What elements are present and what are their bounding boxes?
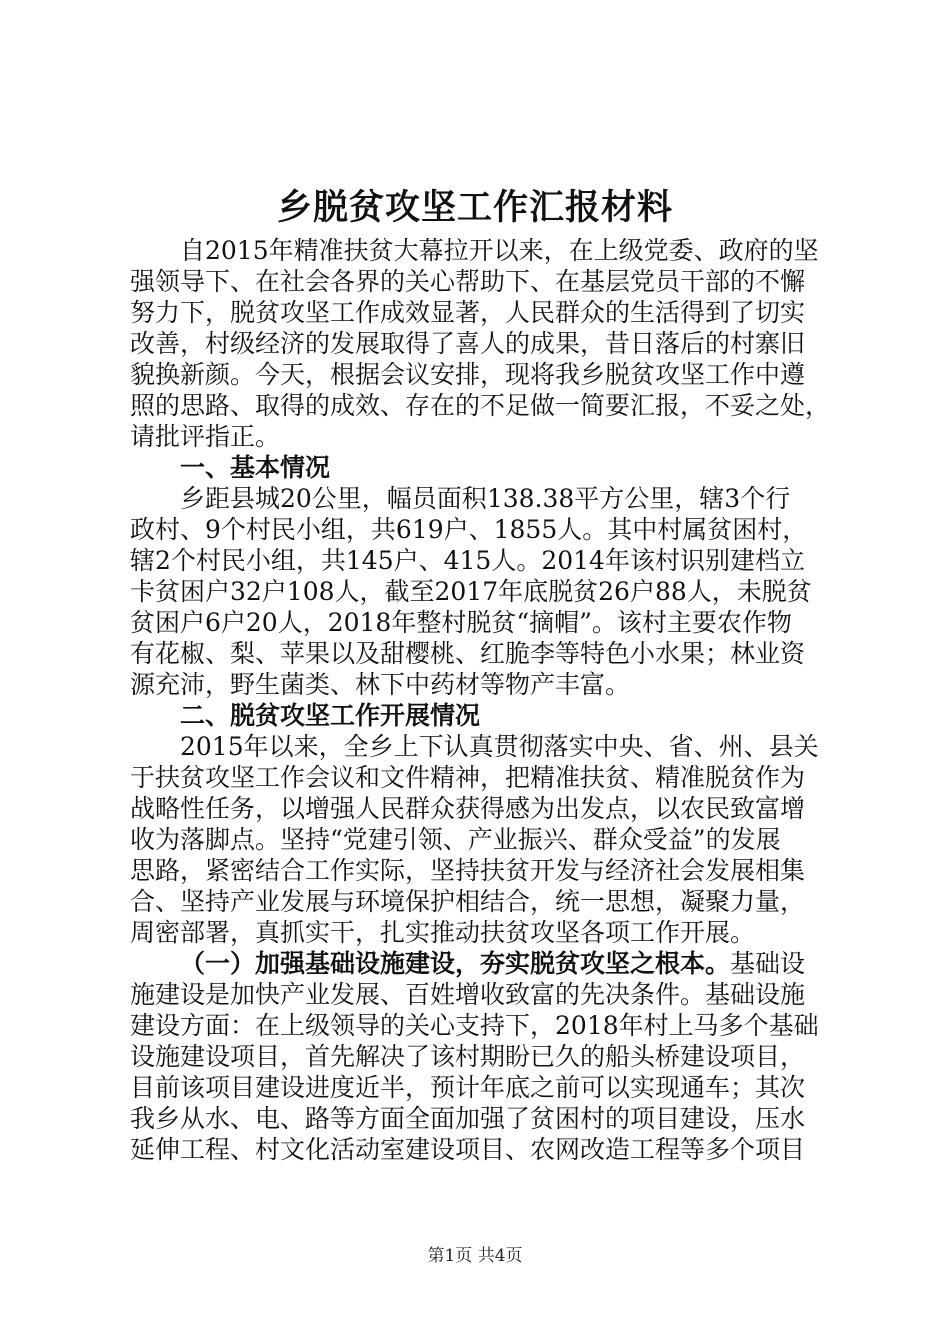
page-number-footer: 第1页 共4页 [427, 1246, 523, 1266]
section2-line: 合、坚持产业发展与环境保护相结合，统一思想，凝聚力量， [130, 887, 806, 916]
intro-line: 照的思路、取得的成效、存在的不足做一简要汇报，不妥之处， [130, 391, 831, 420]
section1-line: 源充沛，野生菌类、林下中药材等物产丰富。 [130, 670, 631, 699]
intro-line: 改善，村级经济的发展取得了喜人的成果，昔日落后的村寨旧 [130, 329, 806, 358]
subsection1-line: 我乡从水、电、路等方面全面加强了贫困村的项目建设，压水 [130, 1104, 806, 1133]
subsection1-line: 延伸工程、村文化活动室建设项目、农网改造工程等多个项目 [130, 1135, 806, 1164]
section2-line: 思路，紧密结合工作实际，坚持扶贫开发与经济社会发展相集 [130, 856, 806, 885]
section1-line: 有花椒、梨、苹果以及甜樱桃、红脆李等特色小水果；林业资 [130, 639, 806, 668]
subsection1-first-line [130, 948, 840, 979]
section2-line: 2015年以来，全乡上下认真贯彻落实中央、省、州、县关 [180, 732, 819, 761]
document-body [130, 235, 840, 1165]
subsection-heading-infrastructure: （一）加强基础设施建设，夯实脱贫攻坚之根本。 [180, 949, 731, 978]
document-title: 乡脱贫攻坚工作汇报材料 [276, 187, 673, 228]
intro-line: 强领导下、在社会各界的关心帮助下、在基层党员干部的不懈 [130, 267, 806, 296]
section-heading-work: 二、脱贫攻坚工作开展情况 [180, 701, 481, 730]
section-heading-basic: 一、基本情况 [180, 453, 331, 482]
section1-line: 政村、9个村民小组，共619户、1855人。其中村属贫困村， [130, 515, 808, 544]
subsection1-line: 设施建设项目，首先解决了该村期盼已久的船头桥建设项目， [130, 1042, 806, 1071]
intro-line: 努力下，脱贫攻坚工作成效显著，人民群众的生活得到了切实 [130, 298, 806, 327]
section1-line: 辖2个村民小组，共145户、415人。2014年该村识别建档立 [130, 546, 805, 575]
section1-line: 贫困户6户20人，2018年整村脱贫“摘帽”。该村主要农作物 [130, 608, 792, 637]
section1-line: 乡距县城20公里，幅员面积138.38平方公里，辖3个行 [180, 484, 791, 513]
intro-line: 貌换新颜。今天，根据会议安排，现将我乡脱贫攻坚工作中遵 [130, 360, 806, 389]
section2-line: 战略性任务，以增强人民群众获得感为出发点，以农民致富增 [130, 794, 806, 823]
section2-line: 收为落脚点。坚持“党建引领、产业振兴、群众受益”的发展 [130, 825, 781, 854]
intro-line: 自2015年精准扶贫大幕拉开以来，在上级党委、政府的坚 [180, 236, 819, 265]
subsection1-line: 施建设是加快产业发展、百姓增收致富的先决条件。基础设施 [130, 980, 806, 1009]
subsection1-line: 目前该项目建设进度近半，预计年底之前可以实现通车；其次 [130, 1073, 806, 1102]
section2-line: 周密部署，真抓实干，扎实推动扶贫攻坚各项工作开展。 [130, 918, 756, 947]
section1-line: 卡贫困户32户108人，截至2017年底脱贫26户88人，未脱贫 [130, 577, 812, 606]
section2-line: 于扶贫攻坚工作会议和文件精神，把精准扶贫、精准脱贫作为 [130, 763, 806, 792]
subsection1-line: 建设方面：在上级领导的关心支持下，2018年村上马多个基础 [130, 1011, 819, 1040]
intro-line: 请批评指正。 [130, 422, 281, 451]
subsection1-first-rest: 基础设 [730, 949, 806, 978]
